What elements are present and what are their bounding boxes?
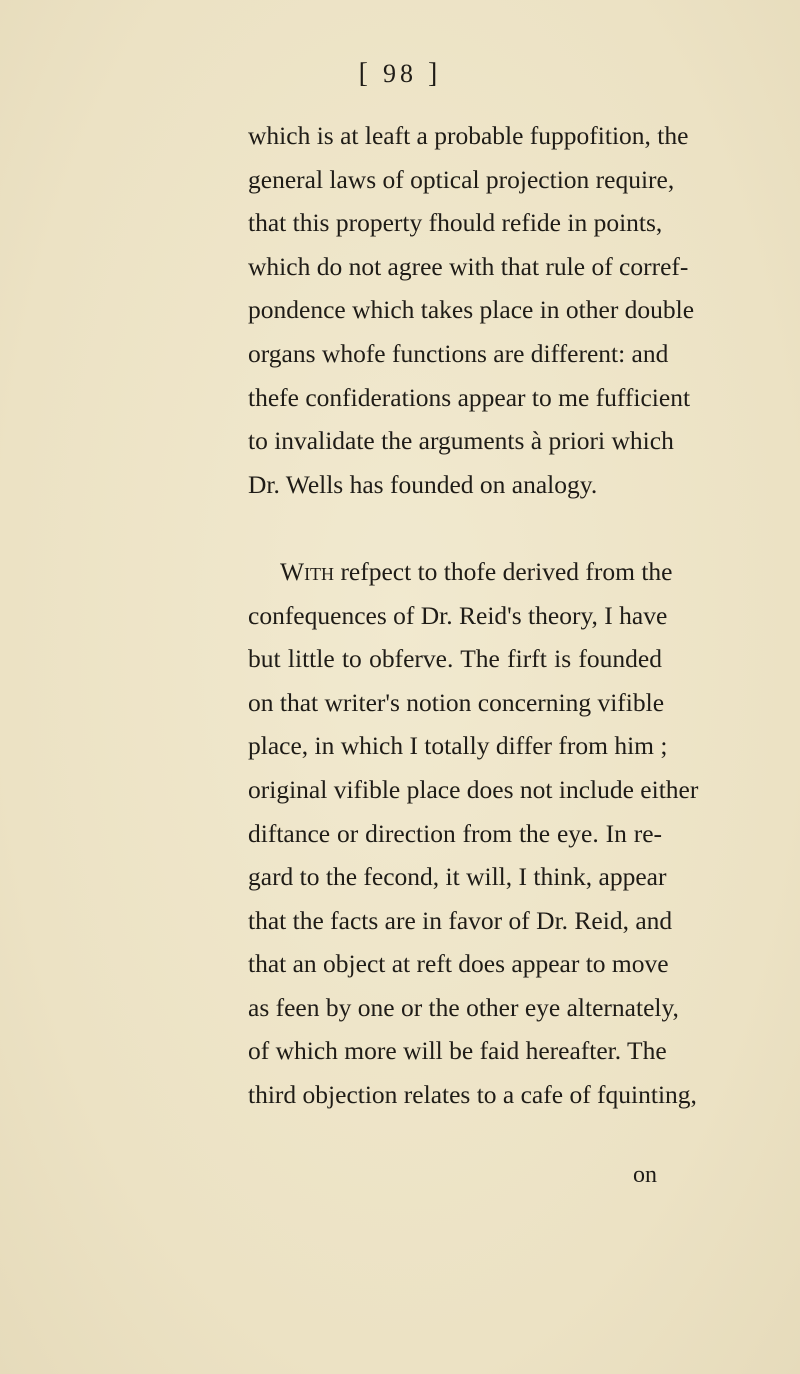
text-line: confequences of Dr. Reid's theory, I have bbox=[248, 600, 668, 630]
text-line: pondence which takes place in other double bbox=[248, 295, 695, 325]
page-number: 98 bbox=[383, 59, 417, 88]
text-line: as feen by one or the other eye alternately, bbox=[248, 992, 679, 1022]
text-line: general laws of optical projection require, bbox=[248, 164, 675, 194]
catchword: on bbox=[633, 1162, 657, 1188]
text-line: to invalidate the arguments à priori which bbox=[248, 426, 674, 456]
text-line: organs whofe functions are different: and bbox=[248, 338, 669, 368]
text-line: gard to the fecond, it will, I think, appear bbox=[248, 862, 667, 892]
text-line: original vifible place does not include either bbox=[248, 774, 699, 804]
text-line: which is at leaft a probable fuppofition, the bbox=[248, 121, 689, 150]
paragraph-2 bbox=[248, 550, 699, 1117]
text-line: that an object at reft does appear to move bbox=[248, 949, 669, 979]
page-header bbox=[0, 58, 800, 90]
text-line: that this property fhould refide in points, bbox=[248, 208, 663, 238]
text-line: thefe confiderations appear to me fufficient bbox=[248, 382, 691, 412]
bracket-open: [ bbox=[358, 58, 372, 89]
page-body bbox=[248, 114, 699, 1117]
text-line: of which more will be faid hereafter. The bbox=[248, 1036, 667, 1066]
small-caps-opening: With bbox=[280, 556, 335, 586]
paragraph-1 bbox=[248, 114, 695, 506]
bracket-close: ] bbox=[428, 58, 442, 89]
text-line: that the facts are in favor of Dr. Reid, and bbox=[248, 905, 673, 935]
text-line: but little to obferve. The firft is founded bbox=[248, 644, 662, 674]
text-line-rest: refpect to thofe derived from the bbox=[334, 556, 673, 586]
text-line: diftance or direction from the eye. In re- bbox=[248, 818, 662, 848]
text-line: on that writer's notion concerning vifible bbox=[248, 687, 665, 717]
text-line: third objection relates to a cafe of fquinting, bbox=[248, 1080, 697, 1110]
text-line: which do not agree with that rule of corref- bbox=[248, 251, 689, 281]
text-line: Dr. Wells has founded on analogy. bbox=[248, 469, 598, 499]
text-line bbox=[248, 550, 673, 594]
text-line: place, in which I totally differ from him ; bbox=[248, 731, 668, 761]
